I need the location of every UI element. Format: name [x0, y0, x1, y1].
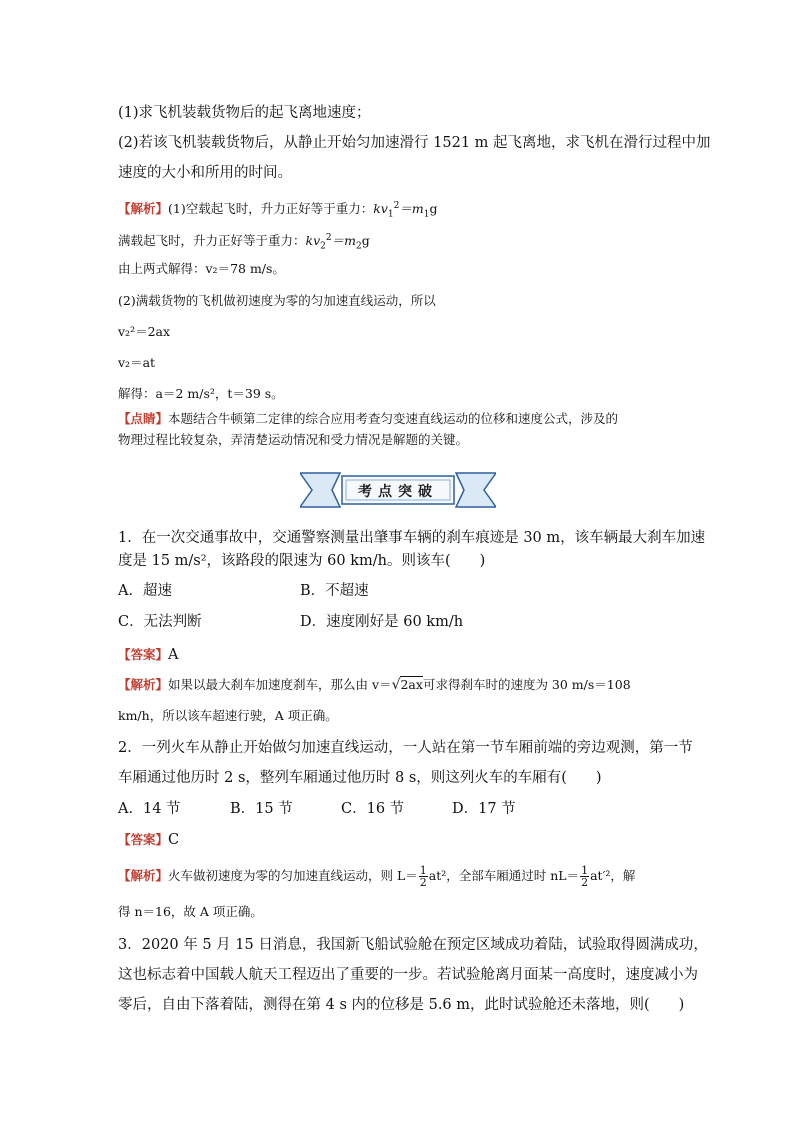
- analysis-line-2: 满载起飞时，升力正好等于重力：$kv_2^2=m_2g$: [118, 233, 370, 252]
- section-banner-title: 考点突破: [358, 484, 438, 500]
- tip-tag: 【点睛】: [118, 411, 169, 426]
- q1-analysis-line-2: km/h，所以该车超速行驶，A 项正确。: [118, 708, 338, 723]
- q1-analysis-line-1: 【解析】如果以最大刹车加速度刹车，那么由 v＝√2ax可求得刹车时的速度为 30 m/s＝108: [118, 677, 631, 693]
- q1-line-1: 1．在一次交通事故中，交通警察测量出肇事车辆的刹车痕迹是 30 m，该车辆最大刹车加速: [118, 530, 706, 546]
- question-part-2-line-2: 速度的大小和所用的时间。: [118, 165, 292, 181]
- q3-line-1: 3．2020 年 5 月 15 日消息，我国新飞船试验舱在预定区域成功着陆，试验取得圆满成功，: [118, 937, 708, 953]
- fraction-one-half: $\frac{1}{2}$: [581, 864, 589, 889]
- analysis-line-6: v₂＝at: [118, 355, 156, 370]
- q2-option-b: B．15 节: [230, 801, 293, 817]
- tip-line-1: 【点睛】本题结合牛顿第二定律的综合应用考查匀变速直线运动的位移和速度公式，涉及的: [118, 411, 619, 426]
- q2-option-c: C．16 节: [341, 801, 405, 817]
- q2-analysis-line-2: 得 n＝16，故 A 项正确。: [118, 904, 263, 919]
- q2-answer: 【答案】C: [118, 832, 180, 848]
- q1-answer-tag: 【答案】: [118, 647, 169, 662]
- q3-line-2: 这也标志着中国载人航天工程迈出了重要的一步。若试验舱离月面某一高度时，速度减小为: [118, 967, 698, 983]
- q3-line-3: 零后，自由下落着陆，测得在第 4 s 内的位移是 5.6 m，此时试验舱还未落地，则( ): [118, 997, 685, 1013]
- q2-line-2: 车厢通过他历时 2 s，整列车厢通过他历时 8 s，则这列火车的车厢有( ): [118, 770, 602, 786]
- analysis-line-3: 由上两式解得：v₂＝78 m/s。: [118, 261, 285, 276]
- q1-line-2: 度是 15 m/s²，该路段的限速为 60 km/h。则该车( ): [118, 553, 486, 569]
- q1-option-c: C．无法判断: [118, 614, 202, 630]
- question-part-1: (1)求飞机装载货物后的起飞离地速度；: [118, 105, 371, 121]
- q2-analysis-tag: 【解析】: [118, 868, 169, 883]
- analysis-line-5: v₂²＝2ax: [118, 324, 171, 339]
- q2-option-d: D．17 节: [452, 801, 516, 817]
- analysis-line-7: 解得：a＝2 m/s²，t＝39 s。: [118, 386, 284, 401]
- analysis-tag: 【解析】: [118, 201, 169, 217]
- q1-option-d: D．速度刚好是 60 km/h: [300, 614, 464, 630]
- analysis-line-1: 【解析】(1)空载起飞时，升力正好等于重力：$kv_1^2=m_1g$: [118, 201, 438, 220]
- question-part-2-line-1: (2)若该飞机装载货物后，从静止开始匀加速滑行 1521 m 起飞离地，求飞机在滑行过程中加: [118, 135, 711, 151]
- q1-option-b: B．不超速: [300, 583, 369, 599]
- tip-line-2: 物理过程比较复杂，弄清楚运动情况和受力情况是解题的关键。: [118, 432, 469, 447]
- q2-answer-tag: 【答案】: [118, 832, 169, 847]
- q2-line-1: 2．一列火车从静止开始做匀加速直线运动，一人站在第一节车厢前端的旁边观测，第一节: [118, 740, 693, 756]
- q1-option-a: A．超速: [118, 583, 172, 599]
- fraction-one-half: $\frac{1}{2}$: [419, 864, 427, 889]
- q2-option-a: A．14 节: [118, 801, 181, 817]
- analysis-line-4: (2)满载货物的飞机做初速度为零的匀加速直线运动，所以: [118, 293, 436, 308]
- q1-answer: 【答案】A: [118, 647, 179, 663]
- q1-analysis-tag: 【解析】: [118, 677, 169, 692]
- q2-analysis-line-1: 【解析】火车做初速度为零的匀加速直线运动，则 L＝ $\frac{1}{2}$ at²，全部车厢通过时 nL＝ $\frac{1}{2}$ at′²，解: [118, 864, 636, 889]
